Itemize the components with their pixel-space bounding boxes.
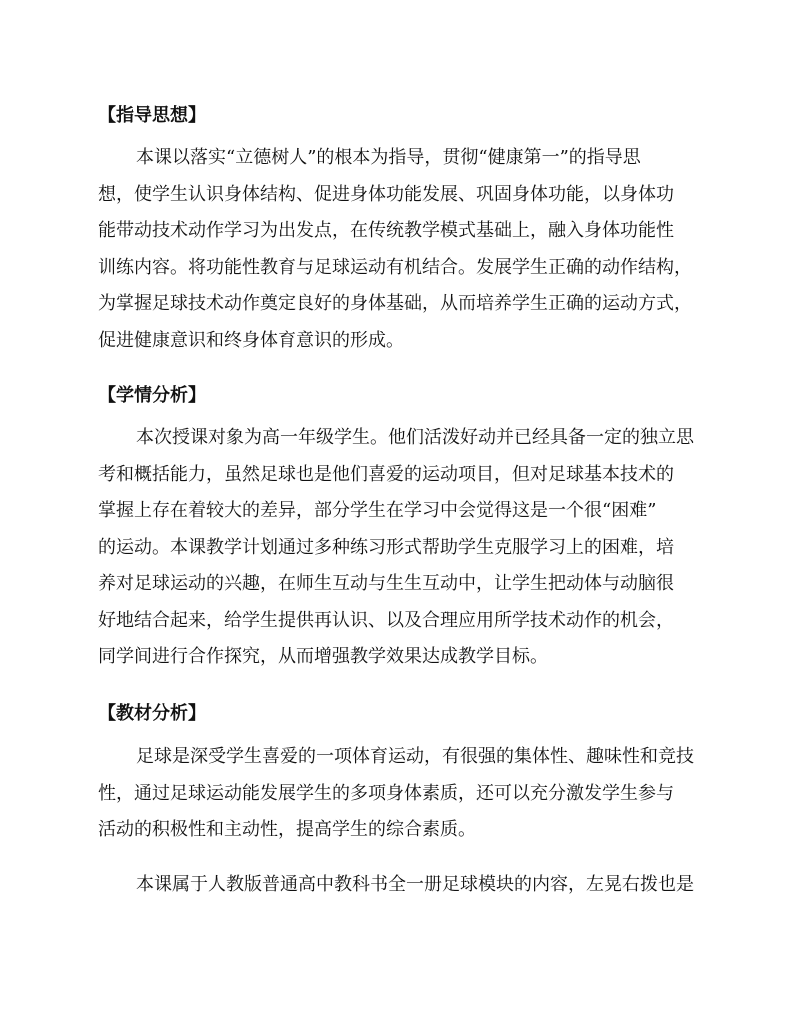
text-line: 性，通过足球运动能发展学生的多项身体素质，还可以充分激发学生参与: [98, 782, 674, 804]
text-line: 本次授课对象为高一年级学生。他们活泼好动并已经具备一定的独立思: [136, 427, 694, 448]
text-line: 能带动技术动作学习为出发点，在传统教学模式基础上，融入身体功能性: [98, 220, 674, 241]
paragraph-material-analysis-2: [98, 867, 710, 904]
text-line: 为掌握足球技术动作奠定良好的身体基础，从而培养学生正确的运动方式，: [98, 293, 692, 314]
text-line: 养对足球运动的兴趣，在师生互动与生生互动中，让学生把动体与动脑很: [98, 573, 674, 594]
text-line: 训练内容。将功能性教育与足球运动有机结合。发展学生正确的动作结构，: [98, 256, 692, 278]
text-line: 的运动。本课教学计划通过多种练习形式帮助学生克服学习上的困难，培: [98, 536, 674, 558]
text-line: 想，使学生认识身体结构、促进身体功能发展、巩固身体功能，以身体功: [98, 183, 674, 205]
text-line: 同学间进行合作探究，从而增强教学效果达成教学目标。: [98, 646, 548, 667]
paragraph-student-analysis: [98, 420, 710, 676]
paragraph-guiding-ideology: [98, 140, 710, 359]
section-heading-student-analysis: 【学情分析】: [98, 385, 206, 406]
paragraph-material-analysis-1: [98, 739, 710, 849]
text-line: 本课属于人教版普通高中教科书全一册足球模块的内容，左晃右拨也是: [136, 874, 694, 895]
section-heading-guiding-ideology: 【指导思想】: [98, 105, 206, 126]
text-line: 掌握上存在着较大的差异，部分学生在学习中会觉得这是一个很“困难”: [98, 500, 657, 521]
text-line: 活动的积极性和主动性，提高学生的综合素质。: [98, 819, 476, 840]
section-heading-material-analysis: 【教材分析】: [98, 703, 206, 724]
text-line: 足球是深受学生喜爱的一项体育运动，有很强的集体性、趣味性和竞技: [136, 746, 694, 767]
text-line: 促进健康意识和终身体育意识的形成。: [98, 329, 404, 351]
text-line: 本课以落实“立德树人”的根本为指导，贯彻“健康第一”的指导思: [136, 147, 641, 168]
text-line: 考和概括能力，虽然足球也是他们喜爱的运动项目，但对足球基本技术的: [98, 463, 674, 485]
text-line: 好地结合起来，给学生提供再认识、以及合理应用所学技术动作的机会，: [98, 609, 674, 631]
